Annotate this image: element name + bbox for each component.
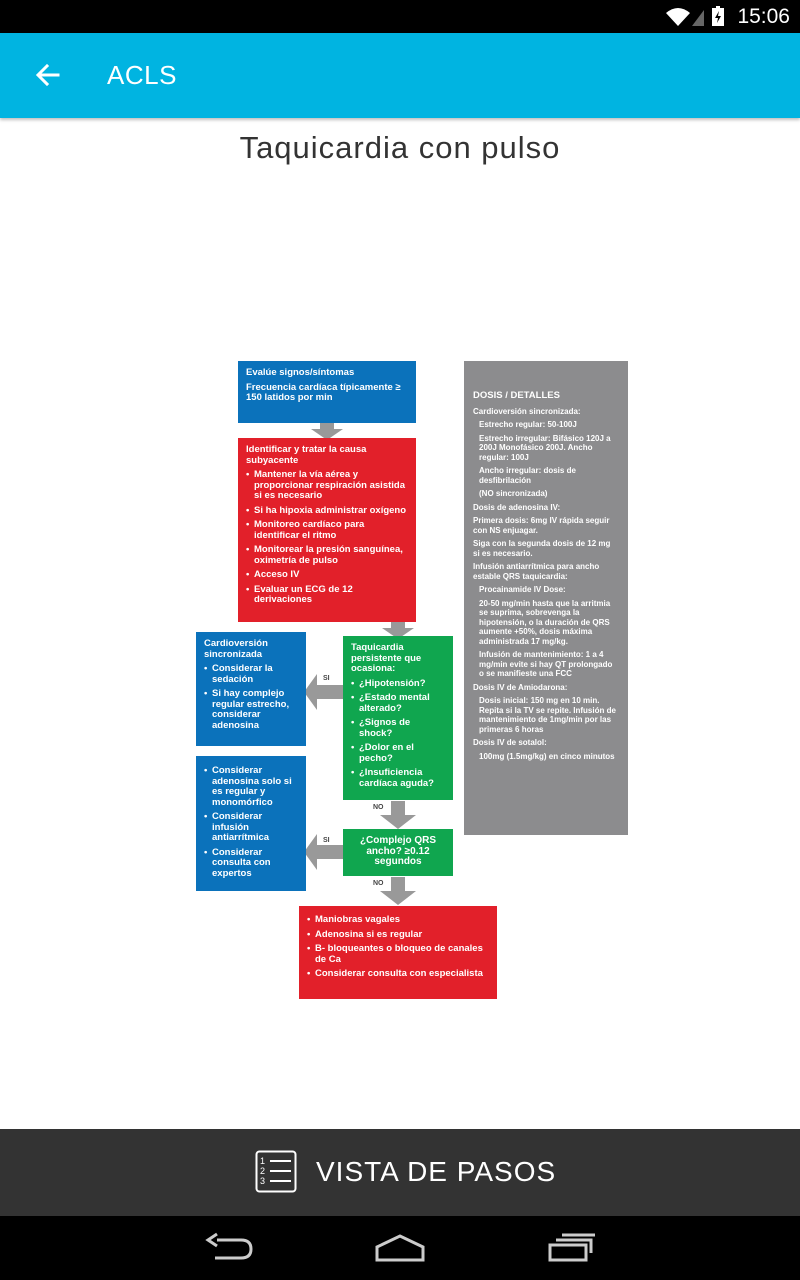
box-evaluate-head: Evalúe signos/síntomas	[246, 367, 355, 378]
list-item: • Mantener la vía aérea y proporcionar respiración asistida si es necesario	[246, 470, 408, 502]
dosis-title: DOSIS / DETALLES	[473, 390, 560, 401]
nav-home-icon[interactable]	[374, 1232, 426, 1264]
dosis-line: Procainamide IV Dose:	[479, 585, 566, 594]
list-item: • Considerar consulta con expertos	[204, 848, 298, 880]
app-title: ACLS	[107, 60, 177, 90]
box-consider-list	[204, 766, 298, 879]
box-cardioversion	[196, 632, 306, 746]
page-title: Taquicardia con pulso	[239, 130, 561, 165]
list-item: • Maniobras vagales	[307, 915, 489, 926]
dosis-line: Estrecho irregular: Bifásico 120J a 200J Monofásico 200J. Ancho regular: 100J	[479, 433, 611, 462]
label-si-1: SI	[323, 675, 330, 682]
list-item: • Acceso IV	[246, 570, 408, 581]
list-item: • Si ha hipoxia administrar oxígeno	[246, 506, 408, 517]
steps-icon-num: 1	[260, 1156, 266, 1166]
list-item: • ¿Signos de shock?	[351, 718, 445, 739]
dosis-line: Cardioversión sincronizada:	[473, 406, 581, 416]
status-time: 15:06	[737, 5, 790, 28]
nav-recents-icon[interactable]	[547, 1232, 597, 1264]
status-bar	[0, 0, 800, 33]
dosis-line: 100mg (1.5mg/kg) en cinco minutos	[479, 751, 615, 761]
dosis-panel	[464, 361, 628, 835]
box-identify-head: Identificar y tratar la causa subyacente	[246, 444, 367, 466]
list-item: • Considerar adenosina solo si es regular y monomórfico	[204, 766, 298, 808]
dosis-line: Ancho irregular: dosis de desfibrilación	[479, 466, 576, 485]
dosis-line: Siga con la segunda dosis de 12 mg si es necesario.	[473, 539, 611, 558]
dosis-line: Estrecho regular: 50-100J	[479, 420, 577, 429]
wifi-icon	[666, 8, 690, 26]
app-bar	[0, 33, 800, 118]
dosis-line: Primera dosis: 6mg IV rápida seguir con NS enjuagar.	[473, 516, 610, 535]
list-item: • Monitoreo cardíaco para identificar el ritmo	[246, 520, 408, 541]
dosis-line: Dosis IV de Amiodarona:	[473, 682, 568, 692]
box-cardioversion-head: Cardioversión sincronizada	[204, 638, 268, 660]
list-item: • B- bloqueantes o bloqueo de canales de Ca	[307, 944, 489, 965]
box-persistent-list	[351, 679, 445, 790]
arrow-down-4	[378, 877, 418, 905]
list-item: • Monitorear la presión sanguínea, oximetría de pulso	[246, 545, 408, 566]
box-qrs-wide	[343, 829, 453, 876]
dosis-line: Infusión de mantenimiento: 1 a 4 mg/min evite si hay QT prolongado o se manifieste una FCC	[479, 650, 613, 678]
arrow-down-3	[378, 801, 418, 829]
system-nav-bar	[0, 1216, 800, 1280]
label-si-2: SI	[323, 837, 330, 844]
list-item: • ¿Estado mental alterado?	[351, 693, 445, 714]
box-persistent-head: Taquicardia persistente que ocasiona:	[351, 642, 422, 674]
steps-view-label: VISTA DE PASOS	[316, 1156, 557, 1187]
box-qrs-text: ¿Complejo QRS ancho? ≥0.12 segundos	[359, 835, 437, 867]
list-item: • Considerar infusión antiarrítmica	[204, 812, 298, 844]
dosis-line: Dosis IV de sotalol:	[473, 738, 547, 747]
arrow-left-1	[303, 672, 343, 712]
box-identify-list	[246, 470, 408, 606]
battery-icon	[712, 6, 724, 26]
box-consider-adenosine	[196, 756, 306, 891]
box-vagal	[299, 906, 497, 999]
box-evaluate-body: Frecuencia cardíaca típicamente ≥ 150 latidos por min	[246, 381, 401, 403]
list-item: • ¿Hipotensión?	[351, 679, 445, 690]
nav-back-icon[interactable]	[205, 1232, 255, 1264]
list-item: • ¿Dolor en el pecho?	[351, 743, 445, 764]
steps-icon-num: 2	[260, 1166, 266, 1176]
label-no-1: NO	[373, 804, 384, 811]
box-cardioversion-list	[204, 664, 298, 731]
steps-view-button[interactable]	[0, 1129, 800, 1216]
back-arrow-icon[interactable]	[28, 55, 68, 95]
list-item: • Considerar consulta con especialista	[307, 969, 489, 980]
box-persistent-tachy	[343, 636, 453, 800]
dosis-line: (NO sincronizada)	[479, 489, 548, 498]
dosis-line: Dosis de adenosina IV:	[473, 502, 561, 512]
status-icons	[664, 5, 730, 27]
arrow-left-2	[303, 832, 343, 872]
list-item: • Si hay complejo regular estrecho, considerar adenosina	[204, 689, 298, 731]
box-evaluate-signs	[238, 361, 416, 423]
list-item: • Evaluar un ECG de 12 derivaciones	[246, 585, 408, 606]
signal-icon	[692, 10, 704, 26]
label-no-2: NO	[373, 880, 384, 887]
dosis-lines	[473, 407, 619, 762]
list-item: • ¿Insuficiencia cardíaca aguda?	[351, 768, 445, 789]
box-identify-treat	[238, 438, 416, 622]
list-item: • Considerar la sedación	[204, 664, 298, 685]
dosis-line: Infusión antiarrítmica para ancho estable QRS taquicardia:	[473, 562, 600, 581]
list-item: • Adenosina si es regular	[307, 930, 489, 941]
box-vagal-list	[307, 915, 489, 980]
steps-icon-num: 3	[260, 1176, 266, 1186]
steps-list-icon	[255, 1150, 297, 1193]
dosis-line: Dosis inicial: 150 mg en 10 min. Repita si la TV se repite. Infusión de mantenimiento de 1mg/min por las primeras 6 horas	[479, 696, 616, 734]
dosis-line: 20-50 mg/min hasta que la arritmia se suprima, sobrevenga la hipotensión, o la duración de QRS aumente +50%, dosis máxima administrada 17 mg/kg.	[479, 598, 611, 646]
